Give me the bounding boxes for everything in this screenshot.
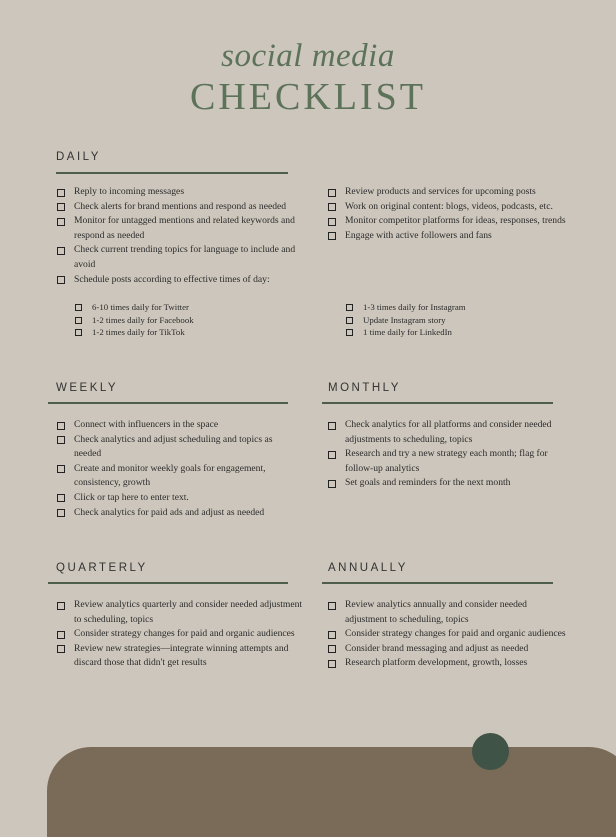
checklist-item[interactable]: Check current trending topics for language to include and avoid — [56, 243, 296, 272]
checklist-item[interactable]: Monitor competitor platforms for ideas, responses, trends — [327, 214, 592, 229]
monthly-divider — [322, 402, 553, 404]
checklist-item[interactable]: Work on original content: blogs, videos, podcasts, etc. — [327, 200, 592, 215]
checklist-item[interactable]: Check alerts for brand mentions and respond as needed — [56, 200, 296, 215]
page-header — [0, 38, 616, 117]
checklist-subitem[interactable]: 1 time daily for LinkedIn — [327, 326, 592, 339]
checklist-item[interactable]: Monitor for untagged mentions and related keywords and respond as needed — [56, 214, 296, 243]
checklist-item[interactable]: Reply to incoming messages — [56, 185, 296, 200]
checklist-item[interactable]: Click or tap here to enter text. — [56, 491, 302, 506]
weekly-divider — [48, 402, 288, 404]
monthly-list — [327, 418, 567, 491]
checklist-item[interactable]: Research platform development, growth, losses — [327, 656, 567, 671]
checklist-item[interactable]: Connect with influencers in the space — [56, 418, 302, 433]
page-title: CHECKLIST — [190, 76, 426, 118]
annually-heading: ANNUALLY — [328, 562, 408, 574]
checklist-item[interactable]: Check analytics and adjust scheduling and topics as needed — [56, 433, 302, 462]
annually-list — [327, 598, 567, 671]
checklist-item[interactable]: Review analytics quarterly and consider needed adjustment to scheduling, topics — [56, 598, 306, 627]
checklist-subitem[interactable]: Update Instagram story — [327, 314, 592, 327]
quarterly-divider — [48, 582, 288, 584]
checklist-subitem[interactable]: 1-2 times daily for Facebook — [56, 314, 296, 327]
footer-decorative-band — [47, 747, 616, 837]
daily-left-sublist — [56, 301, 296, 339]
annually-divider — [322, 582, 553, 584]
quarterly-list — [56, 598, 306, 671]
checklist-item[interactable]: Review new strategies—integrate winning attempts and discard those that didn't get results — [56, 642, 306, 671]
checklist-subitem[interactable]: 1-3 times daily for Instagram — [327, 301, 592, 314]
decorative-circle — [472, 733, 509, 770]
checklist-item[interactable]: Review analytics annually and consider needed adjustment to scheduling, topics — [327, 598, 567, 627]
checklist-item[interactable]: Engage with active followers and fans — [327, 229, 592, 244]
checklist-item[interactable]: Consider strategy changes for paid and organic audiences — [327, 627, 567, 642]
quarterly-heading: QUARTERLY — [56, 562, 148, 574]
checklist-item[interactable]: Set goals and reminders for the next month — [327, 476, 567, 491]
monthly-heading: MONTHLY — [328, 382, 401, 394]
checklist-item[interactable]: Consider strategy changes for paid and organic audiences — [56, 627, 306, 642]
checklist-item[interactable]: Consider brand messaging and adjust as needed — [327, 642, 567, 657]
checklist-subitem[interactable]: 6-10 times daily for Twitter — [56, 301, 296, 314]
daily-left-list — [56, 185, 296, 287]
checklist-item[interactable]: Create and monitor weekly goals for engagement, consistency, growth — [56, 462, 302, 491]
checklist-item[interactable]: Check analytics for all platforms and consider needed adjustments to scheduling, topics — [327, 418, 567, 447]
checklist-item[interactable]: Review products and services for upcoming posts — [327, 185, 592, 200]
daily-right-list — [327, 185, 592, 243]
checklist-item[interactable]: Check analytics for paid ads and adjust as needed — [56, 506, 302, 521]
daily-heading: DAILY — [56, 151, 101, 163]
page-subtitle: social media — [221, 38, 395, 74]
weekly-heading: WEEKLY — [56, 382, 119, 394]
checklist-item[interactable]: Schedule posts according to effective times of day: — [56, 273, 296, 288]
daily-right-sublist — [327, 301, 592, 339]
checklist-subitem[interactable]: 1-2 times daily for TikTok — [56, 326, 296, 339]
weekly-list — [56, 418, 302, 520]
daily-divider — [56, 172, 288, 174]
checklist-item[interactable]: Research and try a new strategy each month; flag for follow-up analytics — [327, 447, 567, 476]
